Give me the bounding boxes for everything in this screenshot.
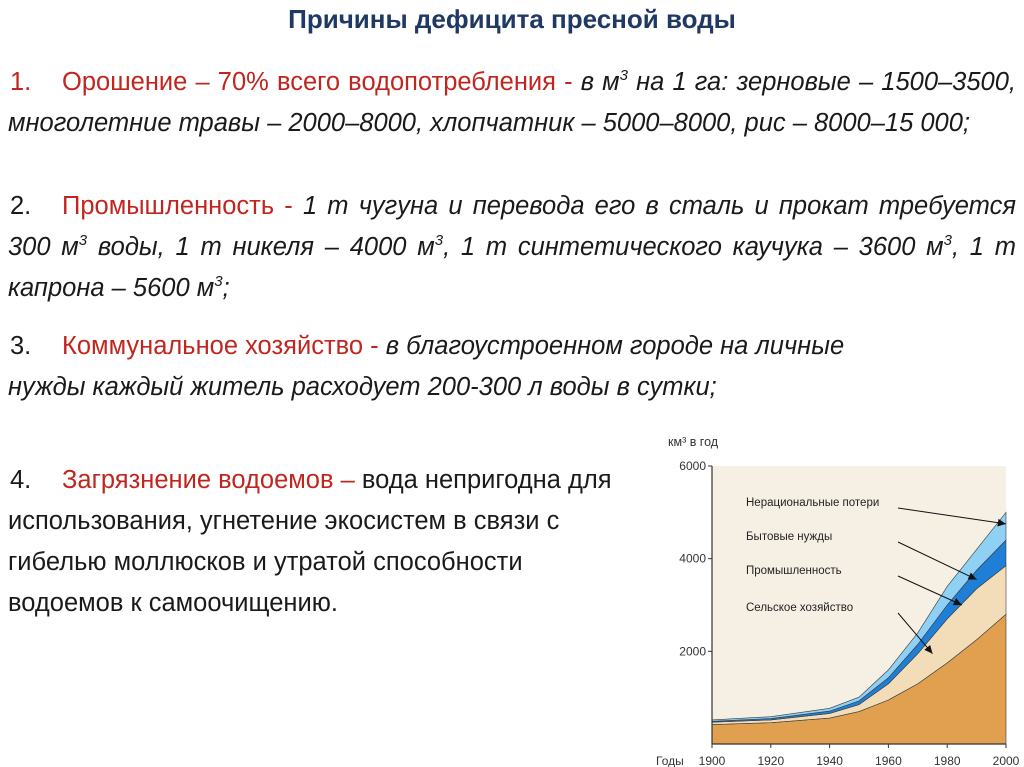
item-sup: 3: [434, 232, 444, 249]
item-text: ;: [222, 274, 230, 302]
list-item-irrigation: [8, 62, 1016, 144]
item-number: 1.: [10, 68, 32, 96]
series-label: Бытовые нужды: [746, 531, 833, 543]
item-heading: Промышленность -: [62, 192, 293, 220]
x-tick-label: 2000: [992, 754, 1020, 767]
page-title: Причины дефицита пресной воды: [288, 4, 736, 34]
item-sup: 3: [943, 232, 952, 249]
item-number: 2.: [10, 192, 32, 220]
item-text: 1 т чугуна и перевода его в сталь и прокат требуется 300 м: [8, 192, 1016, 261]
item-heading: Коммунальное хозяйство -: [62, 332, 379, 360]
list-item-communal: [8, 326, 918, 408]
x-tick-label: 1980: [933, 754, 961, 767]
item-heading: Загрязнение водоемов –: [62, 466, 355, 494]
x-tick-label: 1900: [698, 754, 726, 767]
y-tick-label: 2000: [679, 644, 706, 659]
item-text: на 1 га: зерновые – 1500–3500, многолетние травы – 2000–8000, хлопчатник – 5000–8000, рис – 8000–15 000;: [8, 68, 1016, 137]
item-text: в благоустроенном городе на личные нужды каждый житель расходует 200-300 л воды в сутки;: [8, 332, 845, 401]
series-label: Нерациональные потери: [746, 497, 880, 509]
y-tick-label: 6000: [679, 459, 706, 473]
item-sup: 3: [619, 67, 628, 84]
item-sup: 3: [214, 273, 223, 290]
item-text: воды, 1 т никеля – 4000 м: [87, 233, 435, 261]
x-tick-label: 1960: [875, 754, 902, 767]
y-axis-label: км³ в год: [668, 435, 719, 449]
list-item-industry: [8, 186, 1016, 309]
item-text: , 1 т синтетического каучука – 3600 м: [443, 233, 944, 261]
series-label: Сельское хозяйство: [746, 602, 854, 614]
list-item-pollution: [8, 460, 638, 624]
item-text: вода непригодна для использования, угнетение экосистем в связи с гибелью моллюсков и утратой способности водоемов к самоочищению.: [8, 466, 612, 617]
water-use-chart: [648, 428, 1024, 767]
series-label: Промышленность: [746, 565, 842, 577]
item-text: , 1 т капрона – 5600 м: [8, 233, 1016, 302]
item-text: в м: [572, 68, 620, 96]
item-number: 3.: [10, 332, 32, 360]
x-tick-label: 1920: [757, 754, 785, 767]
y-tick-label: 4000: [679, 551, 706, 566]
item-heading: Орошение – 70% всего водопотребления -: [62, 68, 573, 96]
x-axis-prefix: Годы: [656, 754, 684, 767]
item-number: 4.: [10, 466, 32, 494]
x-tick-label: 1940: [816, 754, 843, 767]
item-sup: 3: [78, 232, 88, 249]
